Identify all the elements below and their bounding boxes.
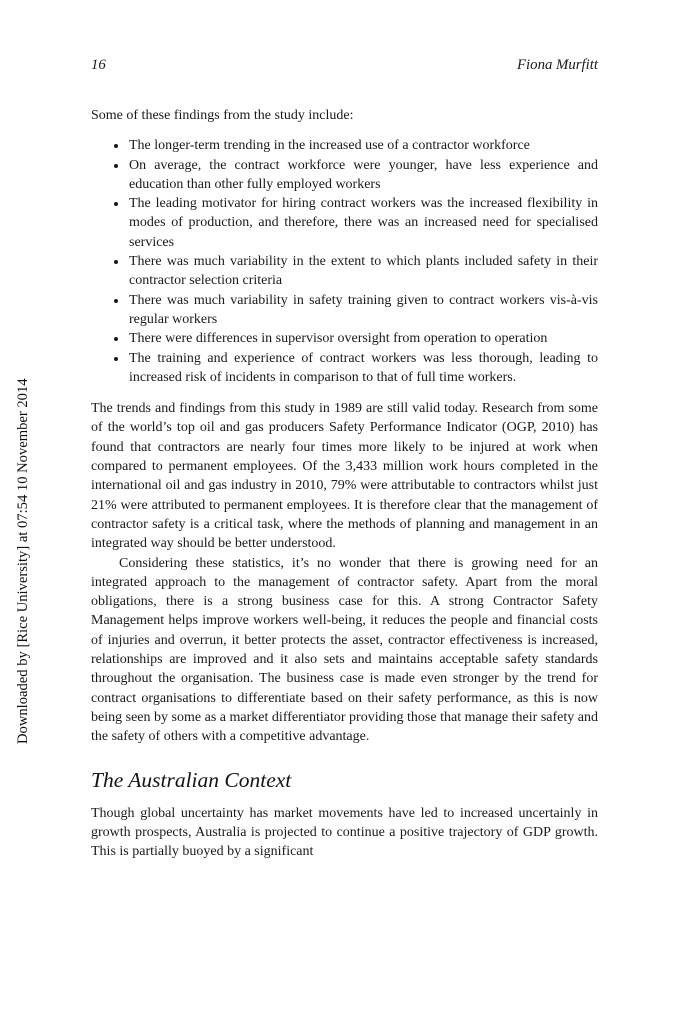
running-head (91, 55, 598, 75)
list-item: • There were differences in supervisor oversight from operation to operation (128, 329, 598, 348)
page-number: 16 (91, 57, 106, 73)
list-item: • There was much variability in the extent to which plants included safety in their contractor selection criteria (128, 252, 598, 291)
list-item: • The leading motivator for hiring contract workers was the increased flexibility in modes of production, and therefore, there was an increased need for specialised services (128, 194, 598, 252)
running-head-author: Fiona Murfitt (517, 57, 598, 73)
list-item: • The training and experience of contract workers was less thorough, leading to increased risk of incidents in comparison to that of full time workers. (128, 349, 598, 388)
body-paragraph: Considering these statistics, it’s no wonder that there is growing need for an integrated approach to the management of contractor safety. Apart from the moral obligations, there is a strong business case for this. A strong Contractor Safety Management helps improve workers well-being, it reduces the people and financial costs of injuries and overrun, it better protects the asset, contractor effectiveness is increased, relationships are improved and it also sets and maintains acceptable safety standards throughout the organisation. The business case is made even stronger by the trend for contract organisations to differentiate based on their safety performance, as this is now being seen by some as a market differentiator providing those that manage their safety and the safety of others with a competitive advantage. (91, 555, 598, 745)
list-item: • On average, the contract workforce were younger, have less experience and education than other fully employed workers (128, 156, 598, 195)
body-paragraph: The trends and findings from this study in 1989 are still valid today. Research from some of the world’s top oil and gas producers Safety Performance Indicator (OGP, 2010) has found that contractors are nearly four times more likely to be injured at work when compared to permanent employees. Of the 3,433 million work hours completed in the international oil and gas industry in 2010, 79% were attributable to contractors whilst just 21% were attributed to permanent employees. It is therefore clear that the management of contractor safety is a critical task, where the methods of planning and management in an integrated way should be better understood. (91, 401, 598, 552)
section-heading: The Australian Context (91, 767, 292, 792)
findings-list (91, 136, 598, 387)
list-item: • The longer-term trending in the increased use of a contractor workforce (128, 136, 598, 155)
body-paragraph: Though global uncertainty has market movements have led to increased uncertainly in growth prospects, Australia is projected to continue a positive trajectory of GDP growth. This is partially buoyed by a significant (91, 805, 598, 860)
intro-paragraph: Some of these findings from the study include: (91, 108, 354, 123)
list-item: • There was much variability in safety training given to contract workers vis-à-vis regular workers (128, 291, 598, 330)
page-body (91, 55, 598, 861)
download-watermark: Downloaded by [Rice University] at 07:54 10 November 2014 (15, 378, 31, 744)
